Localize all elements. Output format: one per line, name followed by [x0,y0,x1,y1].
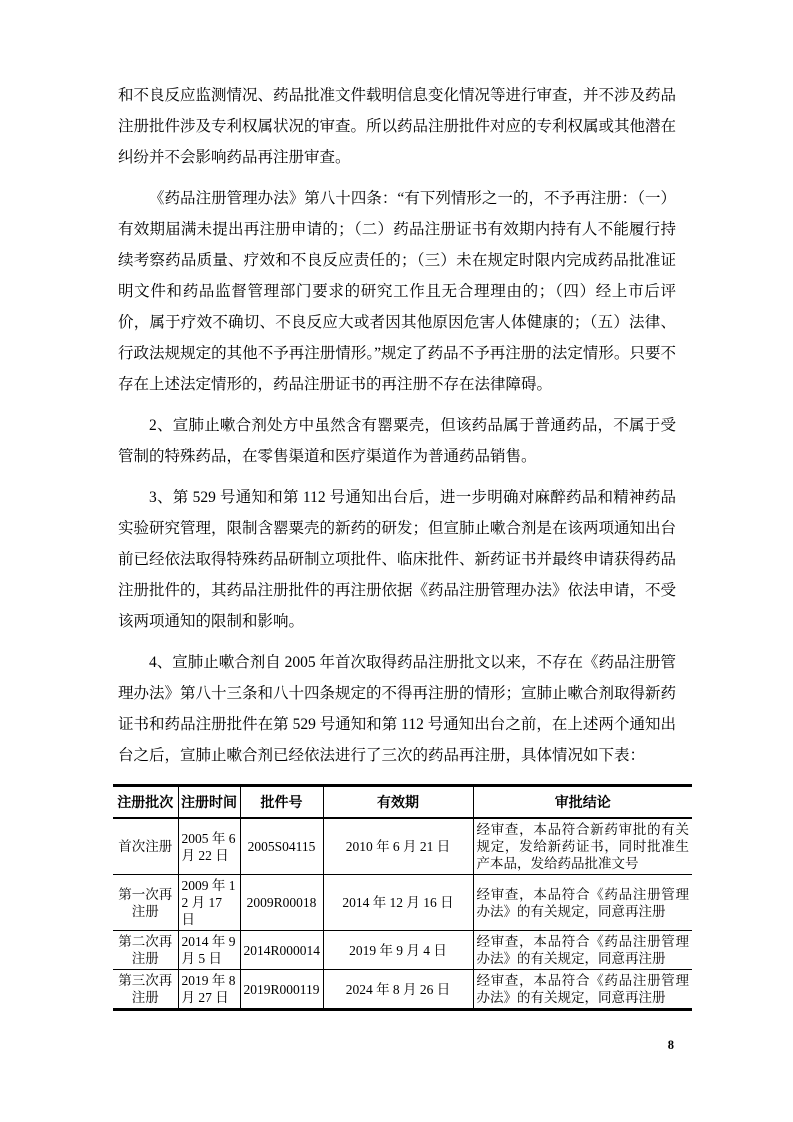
table-cell-time: 2005 年 6 月 22 日 [178,818,240,875]
table-cell-conclusion: 经审查，本品符合《药品注册管理办法》的有关规定，同意再注册 [473,875,692,931]
table-cell-approval-no: 2005S04115 [240,818,323,875]
table-cell-validity: 2019 年 9 月 4 日 [323,931,473,970]
paragraph-item-2: 2、宣肺止嗽合剂处方中虽然含有罂粟壳，但该药品属于普通药品，不属于受管制的特殊药品，在零售渠道和医疗渠道作为普通药品销售。 [118,417,676,465]
header-cell-batch: 注册批次 [113,786,178,819]
table-cell-batch: 第二次再注册 [113,931,178,970]
table-cell-validity: 2014 年 12 月 16 日 [323,875,473,931]
table-cell-conclusion: 经审查，本品符合《药品注册管理办法》的有关规定，同意再注册 [473,970,692,1010]
table-cell-batch: 首次注册 [118,839,173,854]
header-cell-approval-no: 批件号 [240,786,323,819]
table-cell-conclusion: 经审查，本品符合新药审批的有关规定，发给新药证书，同时批准生产本品，发给药品批准文号 [473,818,692,875]
document-body [117,80,689,1011]
paragraph-item-4: 4、宣肺止嗽合剂自 2005 年首次取得药品注册批文以来，不存在《药品注册管理办法》第八十三条和八十四条规定的不得再注册的情形；宣肺止嗽合剂取得新药证书和药品注册批件在第 529 号通知和第 112 号通知出台之前，在上述两个通知出台之后，宣肺止嗽合剂已经依法进行了三次的药品再注册，具体情况如下表： [118,654,677,764]
table-cell-validity: 2010 年 6 月 21 日 [323,818,473,875]
table-row [113,818,692,875]
header-cell-time: 注册时间 [178,786,240,819]
table-cell-batch: 第三次再注册 [113,970,178,1010]
table-cell-approval-no: 2014R000014 [240,931,323,970]
paragraph-continuation: 和不良反应监测情况、药品批准文件载明信息变化情况等进行审查，并不涉及药品注册批件涉及专利权属状况的审查。所以药品注册批件对应的专利权属或其他潜在纠纷并不会影响药品再注册审查。 [118,87,677,166]
registration-history-table [113,784,692,1011]
table-cell-time: 2014 年 9 月 5 日 [178,931,240,970]
table-header-row [113,786,692,819]
table-row [113,875,692,931]
table-cell-approval-no: 2009R00018 [240,875,323,931]
table-cell-time: 2009 年 12 月 17 日 [178,875,240,931]
header-cell-conclusion: 审批结论 [473,786,692,819]
table-row [113,931,692,970]
header-cell-validity: 有效期 [323,786,473,819]
paragraph-article-84: 《药品注册管理办法》第八十四条：“有下列情形之一的，不予再注册：（一）有效期届满未提出再注册申请的；（二）药品注册证书有效期内持有人不能履行持续考察药品质量、疗效和不良反应责任的；（三）未在规定时限内完成药品批准证明文件和药品监督管理部门要求的研究工作且无合理理由的；（四）经上市后评价，属于疗效不确切、不良反应大或者因其他原因危害人体健康的；（五）法律、行政法规规定的其他不予再注册情形。”规定了药品不予再注册的法定情形。只要不存在上述法定情形的，药品注册证书的再注册不存在法律障碍。 [118,190,676,393]
page-number: 8 [667,1038,674,1052]
table-cell-time: 2019 年 8 月 27 日 [178,970,240,1010]
table-cell-approval-no: 2019R000119 [240,970,323,1010]
table-cell-batch: 第一次再注册 [113,875,178,931]
table-cell-conclusion: 经审查，本品符合《药品注册管理办法》的有关规定，同意再注册 [473,931,692,970]
table-cell-validity: 2024 年 8 月 26 日 [323,970,473,1010]
paragraph-item-3: 3、第 529 号通知和第 112 号通知出台后，进一步明确对麻醉药品和精神药品实验研究管理，限制含罂粟壳的新药的研发；但宣肺止嗽合剂是在该两项通知出台前已经依法取得特殊药品研制立项批件、临床批件、新药证书并最终申请获得药品注册批件的，其药品注册批件的再注册依据《药品注册管理办法》依法申请，不受该两项通知的限制和影响。 [118,489,677,630]
table-row [113,970,692,1010]
